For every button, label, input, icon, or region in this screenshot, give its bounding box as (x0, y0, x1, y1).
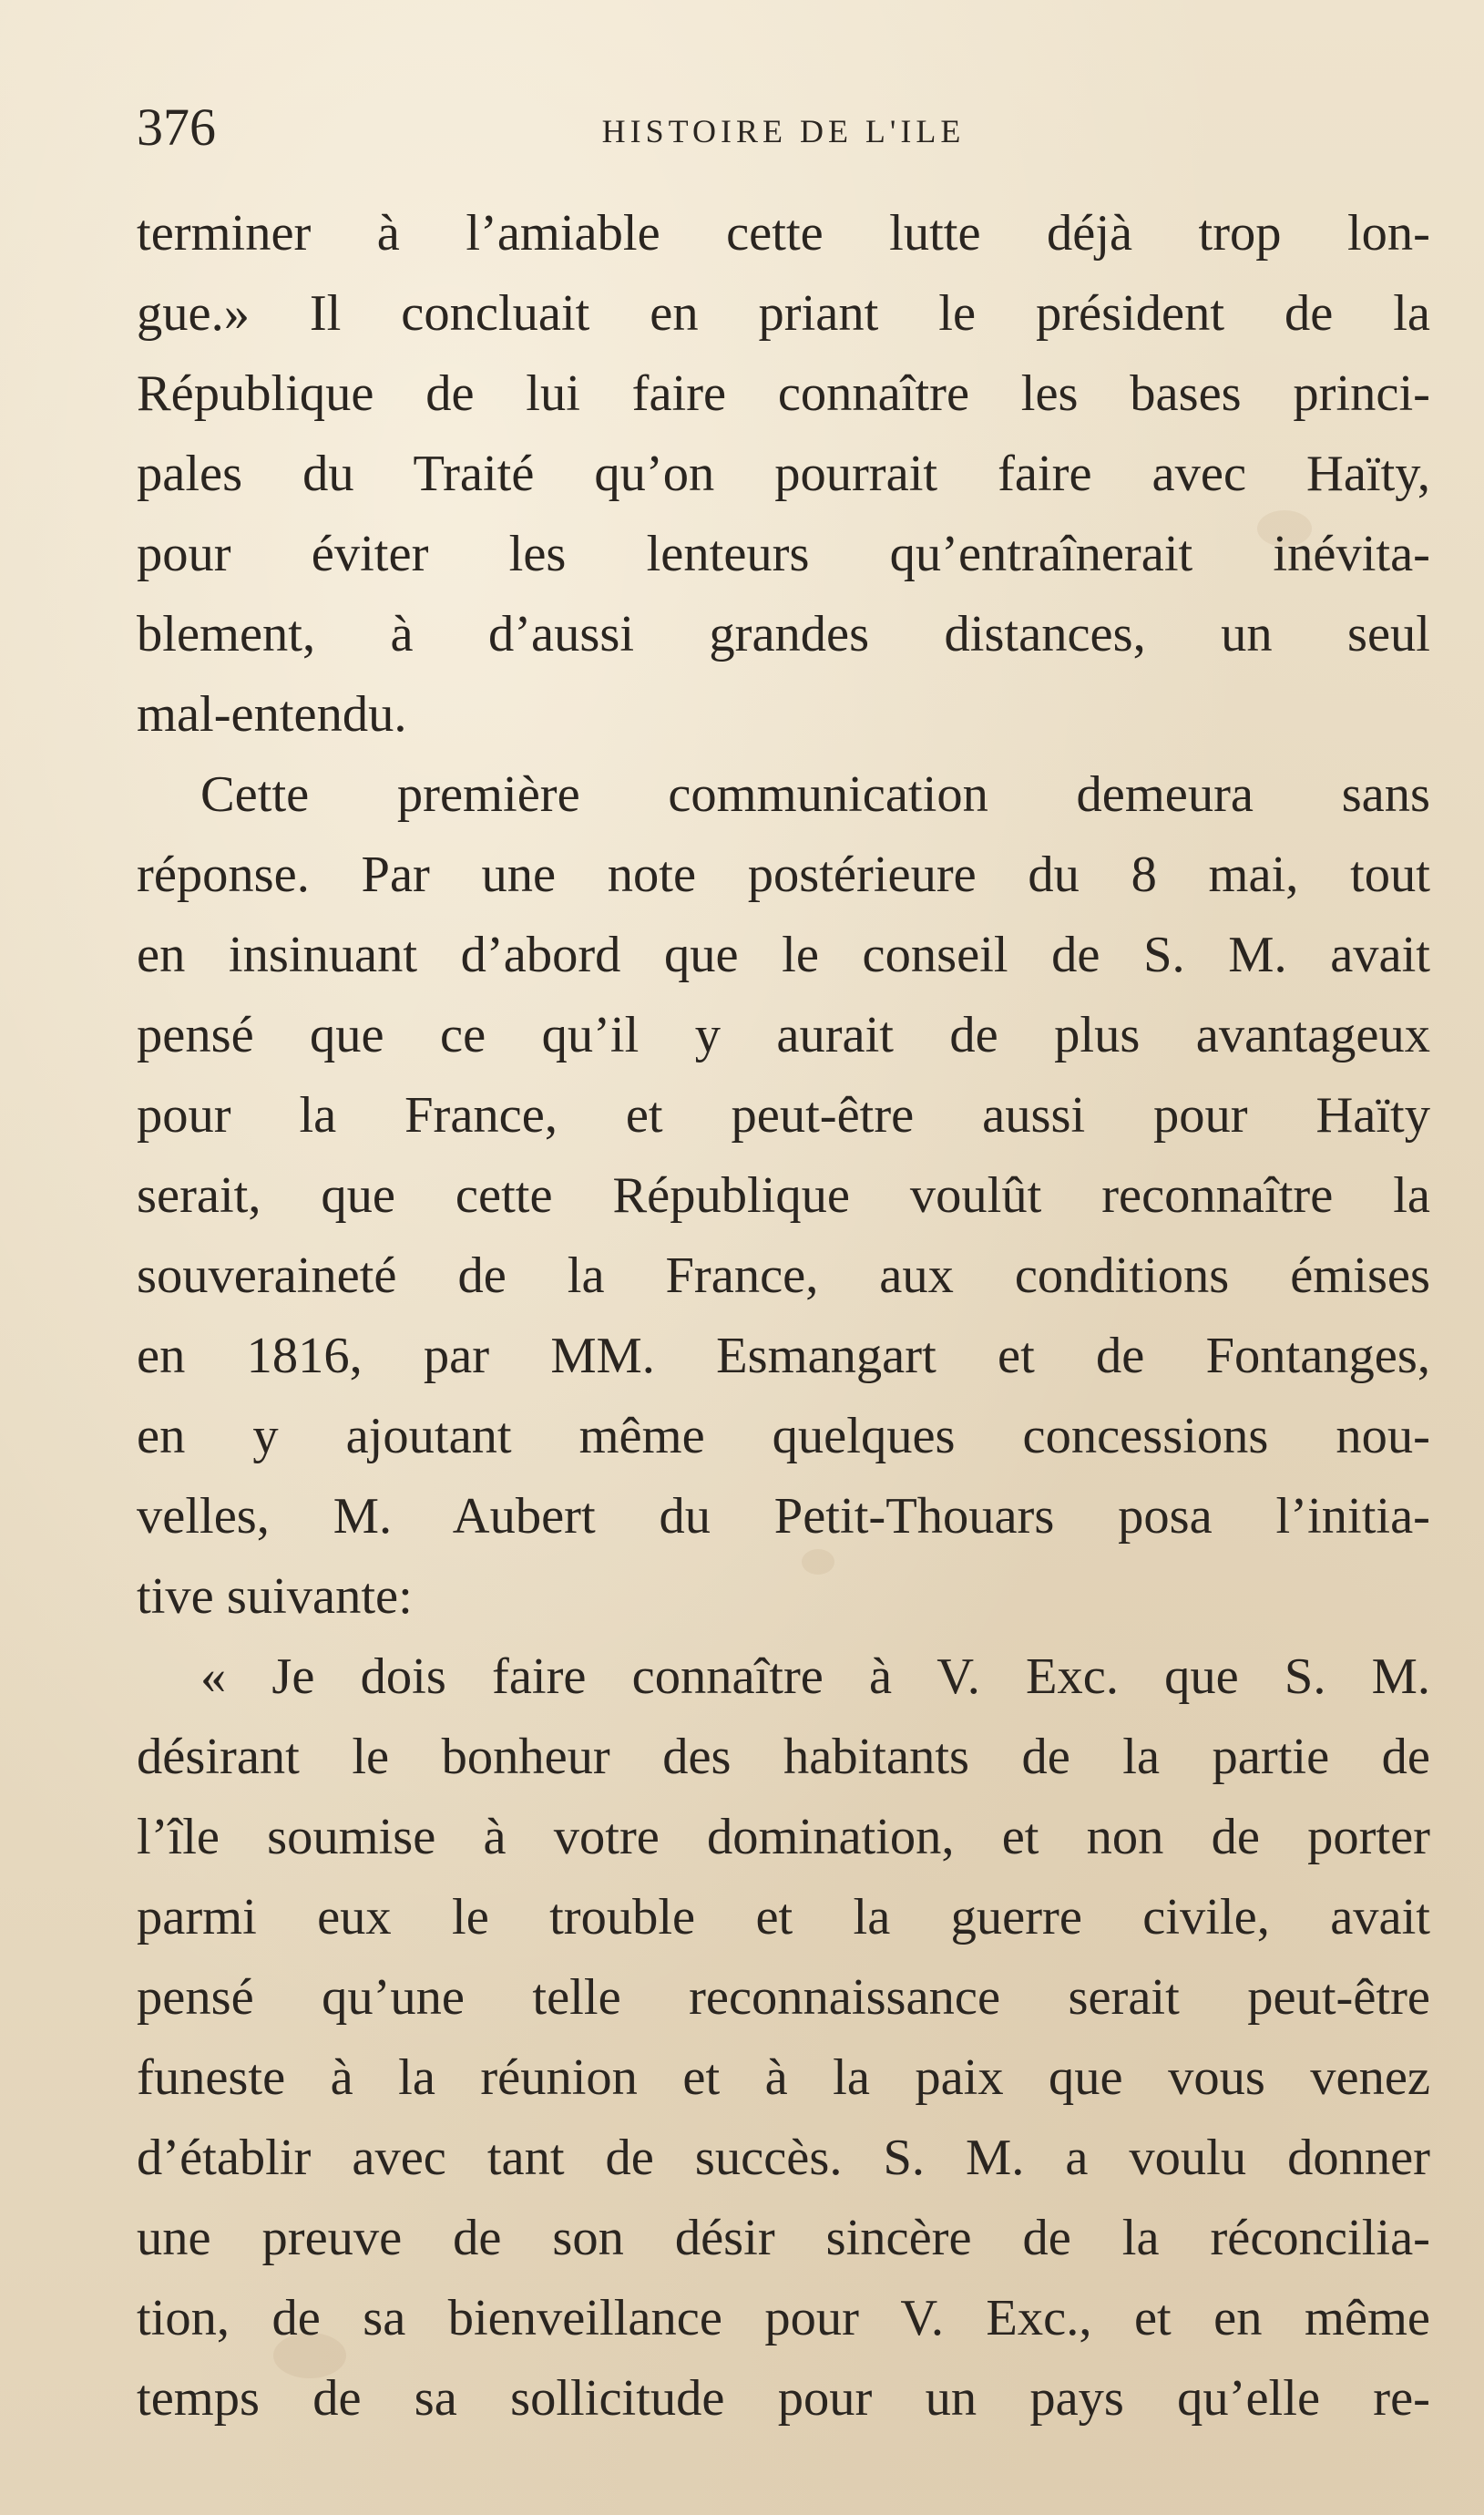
text-line: tive suivante: (137, 1568, 413, 1625)
text-line: pensé qu’une telle reconnaissance serait peut-être (137, 1969, 1430, 2026)
text-line: tion, de sa bienveillance pour V. Exc., et en même (137, 2290, 1430, 2346)
text-line: Cette première communication demeura sans (200, 766, 1430, 823)
text-line: en y ajoutant même quelques concessions nou- (137, 1408, 1430, 1464)
page-number: 376 (137, 98, 216, 157)
text-line: d’établir avec tant de succès. S. M. a voulu donner (137, 2130, 1430, 2186)
running-title: HISTOIRE DE L'ILE (601, 113, 966, 149)
text-line: en insinuant d’abord que le conseil de S. M. avait (137, 927, 1430, 983)
text-line: temps de sa sollicitude pour un pays qu’elle re- (137, 2370, 1430, 2427)
text-line: République de lui faire connaître les bases princi- (137, 365, 1430, 422)
text-line: une preuve de son désir sincère de la réconcilia- (137, 2210, 1430, 2266)
text-line: réponse. Par une note postérieure du 8 mai, tout (137, 847, 1430, 903)
text-line: pour la France, et peut-être aussi pour Haïty (137, 1087, 1430, 1144)
text-line: « Je dois faire connaître à V. Exc. que S. M. (200, 1648, 1430, 1705)
text-line: funeste à la réunion et à la paix que vous venez (137, 2049, 1430, 2106)
text-line: mal-entendu. (137, 686, 407, 743)
text-line: terminer à l’amiable cette lutte déjà trop lon- (137, 205, 1430, 262)
text-line: pensé que ce qu’il y aurait de plus avantageux (137, 1007, 1430, 1063)
text-line: parmi eux le trouble et la guerre civile, avait (137, 1889, 1430, 1945)
text-line: en 1816, par MM. Esmangart et de Fontanges, (137, 1328, 1430, 1384)
page-header (137, 91, 1430, 164)
text-line: pour éviter les lenteurs qu’entraînerait inévita- (137, 526, 1430, 582)
text-line: blement, à d’aussi grandes distances, un seul (137, 606, 1430, 662)
body-text (137, 193, 1430, 2438)
text-line: serait, que cette République voulût reconnaître la (137, 1167, 1430, 1224)
text-line: souveraineté de la France, aux conditions émises (137, 1247, 1430, 1304)
text-line: pales du Traité qu’on pourrait faire avec Haïty, (137, 446, 1430, 502)
text-line: velles, M. Aubert du Petit-Thouars posa l’initia- (137, 1488, 1430, 1545)
text-line: gue.» Il concluait en priant le président de la (137, 285, 1430, 342)
text-line: désirant le bonheur des habitants de la partie de (137, 1729, 1430, 1785)
text-line: l’île soumise à votre domination, et non de porter (137, 1809, 1430, 1865)
